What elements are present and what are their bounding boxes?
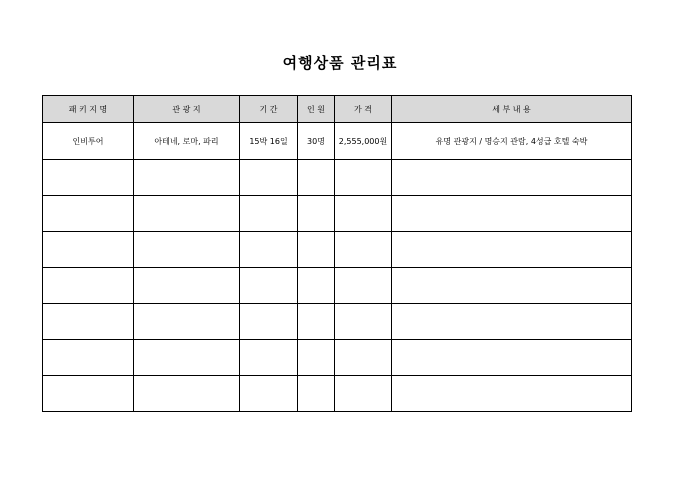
- cell-package-name[interactable]: [43, 160, 134, 196]
- cell-duration[interactable]: [240, 304, 298, 340]
- cell-headcount[interactable]: [298, 268, 335, 304]
- cell-duration[interactable]: [240, 268, 298, 304]
- cell-duration[interactable]: 15박 16일: [240, 123, 298, 160]
- cell-headcount[interactable]: [298, 340, 335, 376]
- cell-price[interactable]: [335, 304, 392, 340]
- cell-headcount[interactable]: [298, 304, 335, 340]
- cell-destination[interactable]: [134, 304, 240, 340]
- cell-price[interactable]: [335, 376, 392, 412]
- cell-destination[interactable]: [134, 232, 240, 268]
- cell-duration[interactable]: [240, 376, 298, 412]
- cell-package-name[interactable]: [43, 196, 134, 232]
- package-table: [42, 95, 632, 412]
- header-details: 세 부 내 용: [392, 96, 632, 123]
- table-row: [43, 160, 632, 196]
- cell-headcount[interactable]: [298, 196, 335, 232]
- cell-destination[interactable]: [134, 160, 240, 196]
- table-row: [43, 268, 632, 304]
- cell-details[interactable]: 유명 관광지 / 명승지 관람, 4성급 호텔 숙박: [392, 123, 632, 160]
- cell-price[interactable]: [335, 232, 392, 268]
- cell-destination[interactable]: [134, 376, 240, 412]
- cell-price[interactable]: [335, 160, 392, 196]
- cell-destination[interactable]: [134, 268, 240, 304]
- page-title: 여행상품 관리표: [282, 54, 398, 72]
- table-header-row: [43, 96, 632, 123]
- cell-headcount[interactable]: [298, 160, 335, 196]
- cell-price[interactable]: [335, 340, 392, 376]
- cell-price[interactable]: [335, 196, 392, 232]
- cell-headcount[interactable]: [298, 232, 335, 268]
- cell-package-name[interactable]: [43, 340, 134, 376]
- table-row: [43, 123, 632, 160]
- cell-details[interactable]: [392, 376, 632, 412]
- table-row: [43, 304, 632, 340]
- cell-details[interactable]: [392, 196, 632, 232]
- cell-duration[interactable]: [240, 232, 298, 268]
- cell-destination[interactable]: [134, 196, 240, 232]
- header-destination: 관 광 지: [134, 96, 240, 123]
- table-row: [43, 196, 632, 232]
- cell-price[interactable]: [335, 268, 392, 304]
- cell-headcount[interactable]: 30명: [298, 123, 335, 160]
- cell-package-name[interactable]: [43, 376, 134, 412]
- header-duration: 기 간: [240, 96, 298, 123]
- table-row: [43, 232, 632, 268]
- cell-package-name[interactable]: [43, 268, 134, 304]
- cell-price[interactable]: 2,555,000원: [335, 123, 392, 160]
- cell-package-name[interactable]: 인비투어: [43, 123, 134, 160]
- cell-duration[interactable]: [240, 340, 298, 376]
- header-package-name: 패 키 지 명: [43, 96, 134, 123]
- cell-package-name[interactable]: [43, 232, 134, 268]
- cell-destination[interactable]: 아테네, 로마, 파리: [134, 123, 240, 160]
- cell-details[interactable]: [392, 160, 632, 196]
- cell-details[interactable]: [392, 340, 632, 376]
- header-headcount: 인 원: [298, 96, 335, 123]
- header-price: 가 격: [335, 96, 392, 123]
- cell-headcount[interactable]: [298, 376, 335, 412]
- cell-duration[interactable]: [240, 160, 298, 196]
- cell-package-name[interactable]: [43, 304, 134, 340]
- cell-details[interactable]: [392, 268, 632, 304]
- table-row: [43, 376, 632, 412]
- cell-duration[interactable]: [240, 196, 298, 232]
- cell-details[interactable]: [392, 304, 632, 340]
- cell-details[interactable]: [392, 232, 632, 268]
- cell-destination[interactable]: [134, 340, 240, 376]
- table-row: [43, 340, 632, 376]
